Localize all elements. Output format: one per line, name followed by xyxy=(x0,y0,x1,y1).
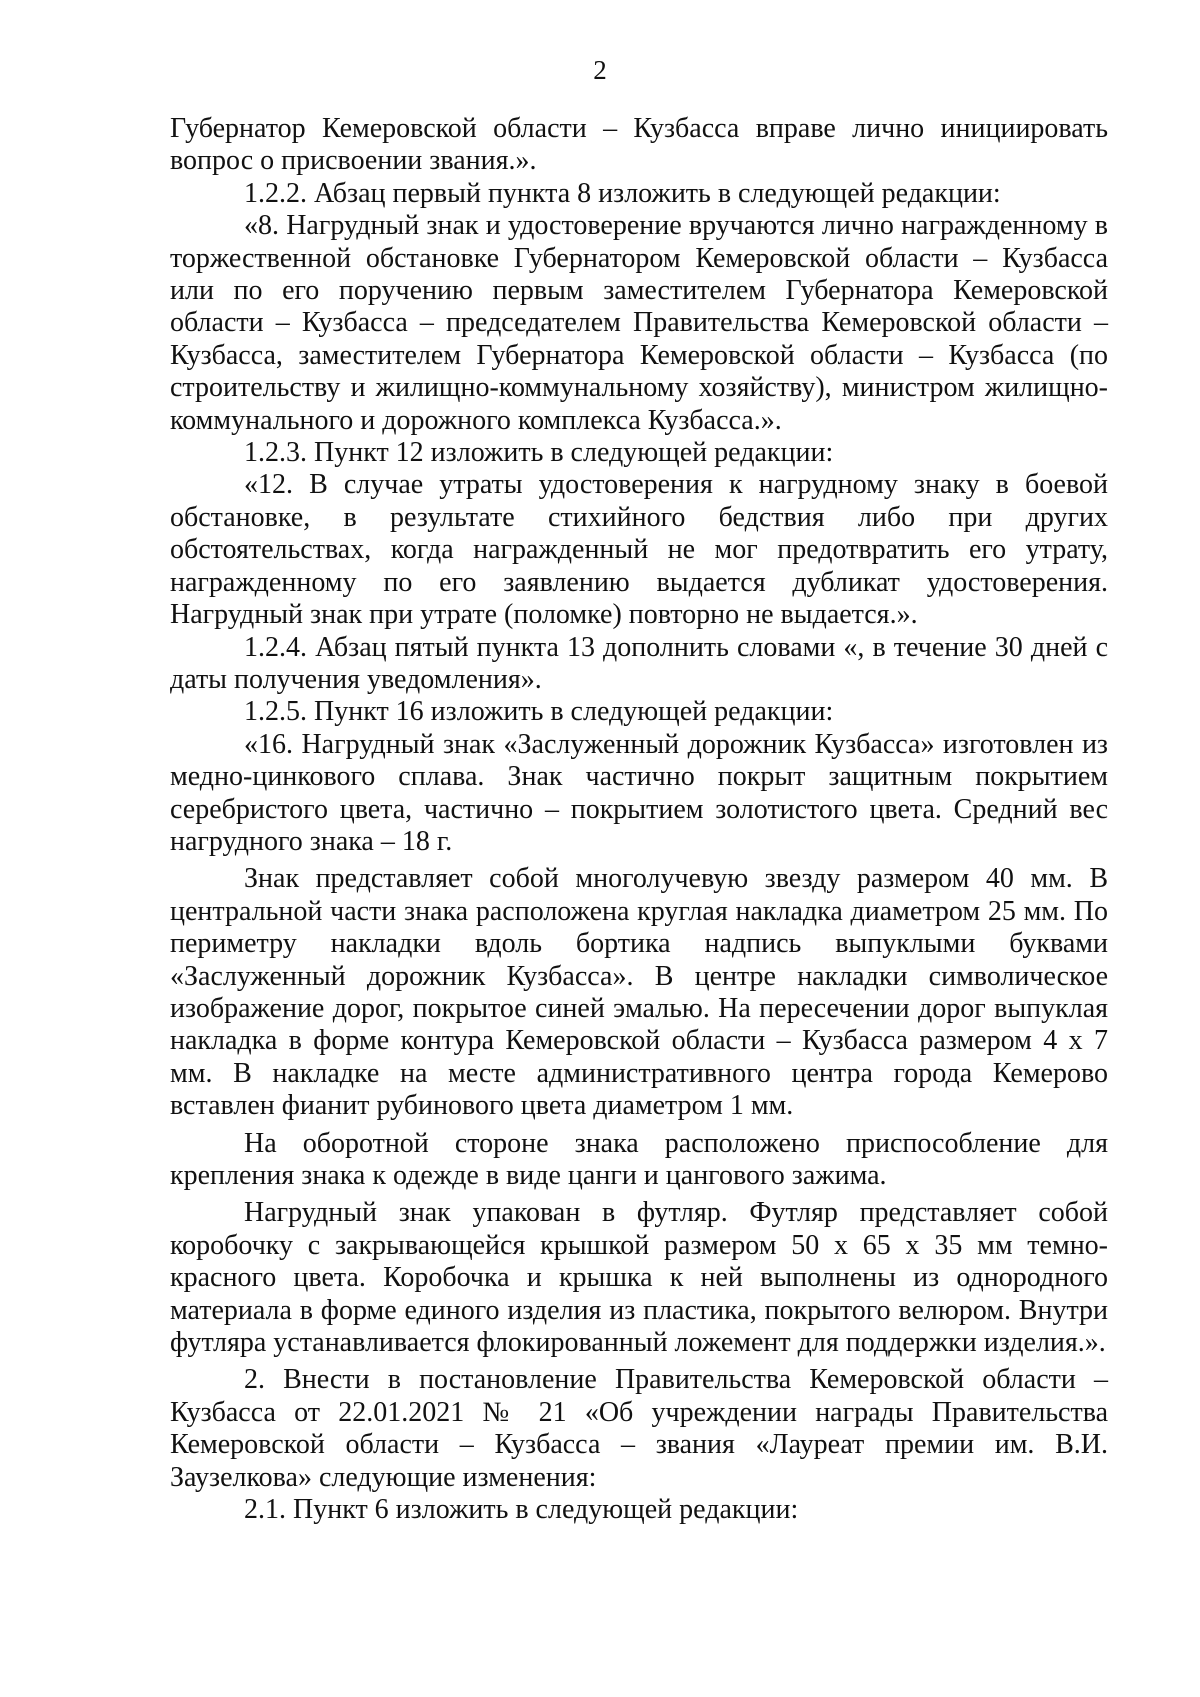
paragraph-badge-case: Нагрудный знак упакован в футляр. Футляр представляет собой коробочку с закрывающейся крышкой размером 50 х 65 х 35 мм темно-красного цвета. Коробочка и крышка к ней выполнены из однородного материала в форме единого изделия из пластика, покрытого велюром. Внутри футляра устанавливается флокированный ложемент для поддержки изделия.». xyxy=(170,1197,1108,1359)
paragraph-1-2-2: 1.2.2. Абзац первый пункта 8 изложить в следующей редакции: xyxy=(244,177,1001,209)
paragraph-item-16: «16. Нагрудный знак «Заслуженный дорожник Кузбасса» изготовлен из медно-цинкового сплава. Знак частично покрыт защитным покрытием серебристого цвета, частично – покрытием золотистого цвета. Средний вес нагрудного знака – 18 г. xyxy=(170,728,1108,857)
paragraph-badge-description: Знак представляет собой многолучевую звезду размером 40 мм. В центральной части знака расположена круглая накладка диаметром 25 мм. По периметру накладки вдоль бортика надпись выпуклыми буквами «Заслуженный дорожник Кузбасса». В центре накладки символическое изображение дорог, покрытое синей эмалью. На пересечении дорог выпуклая накладка в форме контура Кемеровской области – Кузбасса размером 4 х 7 мм. В накладке на месте административного центра города Кемерово вставлен фианит рубинового цвета диаметром 1 мм. xyxy=(170,863,1108,1122)
paragraph-section-2: 2. Внести в постановление Правительства Кемеровской области – Кузбасса от 22.01.2021 № 21 «Об учреждении награды Правительства Кемеровской области – Кузбасса – звания «Лауреат премии им. В.И. Заузелкова» следующие изменения: xyxy=(170,1364,1108,1493)
document-body xyxy=(170,113,1108,1526)
paragraph-badge-reverse: На оборотной стороне знака расположено приспособление для крепления знака к одежде в виде цанги и цангового зажима. xyxy=(170,1127,1108,1191)
paragraph-governor-initiative: Губернатор Кемеровской области – Кузбасса вправе лично инициировать вопрос о присвоении звания.». xyxy=(170,113,1108,177)
paragraph-2-1: 2.1. Пункт 6 изложить в следующей редакции: xyxy=(244,1494,799,1526)
paragraph-1-2-3: 1.2.3. Пункт 12 изложить в следующей редакции: xyxy=(244,437,834,469)
paragraph-item-12: «12. В случае утраты удостоверения к нагрудному знаку в боевой обстановке, в результате стихийного бедствия либо при других обстоятельствах, когда награжденный не мог предотвратить его утрату, награжденному по его заявлению выдается дубликат удостоверения. Нагрудный знак при утрате (поломке) повторно не выдается.». xyxy=(170,469,1108,631)
paragraph-1-2-5: 1.2.5. Пункт 16 изложить в следующей редакции: xyxy=(244,696,834,728)
page-number: 2 xyxy=(593,55,607,85)
paragraph-item-8: «8. Нагрудный знак и удостоверение вручаются лично награжденному в торжественной обстановке Губернатором Кемеровской области – Кузбасса или по его поручению первым заместителем Губернатора Кемеровской области – Кузбасса – председателем Правительства Кемеровской области – Кузбасса, заместителем Губернатора Кемеровской области – Кузбасса (по строительству и жилищно-коммунальному хозяйству), министром жилищно-коммунального и дорожного комплекса Кузбасса.». xyxy=(170,210,1108,436)
paragraph-1-2-4: 1.2.4. Абзац пятый пункта 13 дополнить словами «, в течение 30 дней с даты получения уведомления». xyxy=(170,631,1108,695)
